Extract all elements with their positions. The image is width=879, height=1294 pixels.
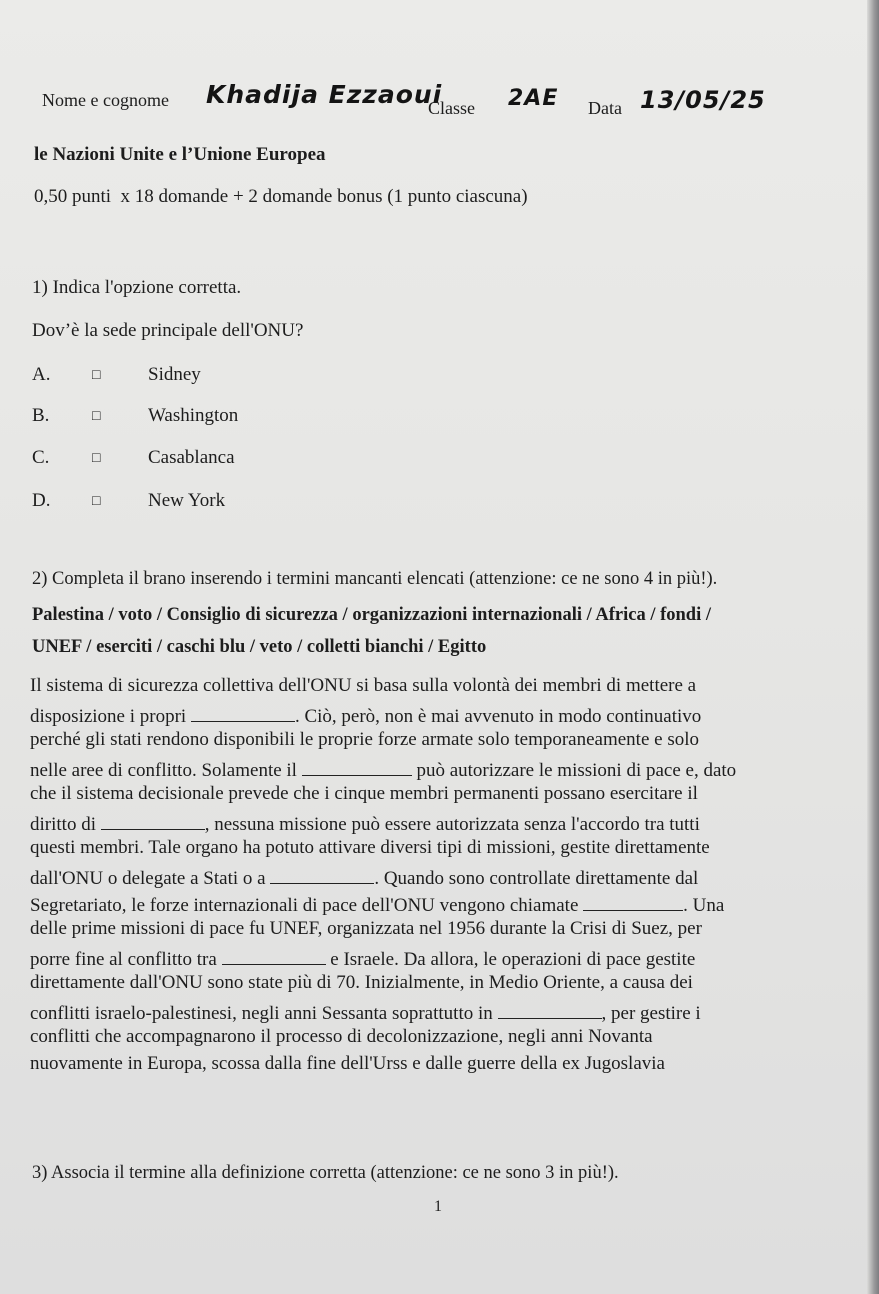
paragraph-line bbox=[30, 945, 695, 971]
option-letter: A. bbox=[32, 364, 51, 385]
class-label: Classe bbox=[428, 98, 475, 118]
option-letter: D. bbox=[32, 490, 51, 511]
paragraph-text: nuovamente in Europa, scossa dalla fine dell'Urss e dalle guerre della ex Jugoslavia bbox=[30, 1053, 665, 1074]
blank-country-slot[interactable] bbox=[222, 945, 326, 965]
blank-region-slot[interactable] bbox=[498, 999, 602, 1019]
paragraph-line bbox=[30, 1053, 665, 1075]
paragraph-line bbox=[30, 729, 699, 751]
paragraph-line bbox=[30, 702, 701, 728]
paragraph-line bbox=[30, 756, 736, 782]
page-title: le Nazioni Unite e l’Unione Europea bbox=[34, 144, 326, 165]
paragraph-text: conflitti che accompagnarono il processo di decolonizzazione, negli anni Novanta bbox=[30, 1026, 653, 1047]
paragraph-line bbox=[30, 864, 698, 890]
paragraph-text: perché gli stati rendono disponibili le proprie forze armate solo temporaneamente e solo bbox=[30, 729, 699, 750]
checkbox-icon[interactable]: □ bbox=[92, 409, 101, 424]
paragraph-line bbox=[30, 675, 696, 697]
paragraph-text: , per gestire i bbox=[601, 1003, 701, 1024]
paragraph-text: conflitti israelo-palestinesi, negli anni Sessanta soprattutto in bbox=[30, 1003, 498, 1024]
option-text: Washington bbox=[148, 405, 239, 426]
blank-eserciti-slot[interactable] bbox=[191, 702, 295, 722]
paragraph-text: può autorizzare le missioni di pace e, dato bbox=[411, 760, 737, 781]
paragraph-text: e Israele. Da allora, le operazioni di pace gestite bbox=[325, 949, 696, 970]
paragraph-line bbox=[30, 891, 724, 917]
blank-delegate-slot[interactable] bbox=[270, 864, 374, 884]
option-letter: C. bbox=[32, 447, 50, 468]
option-text: New York bbox=[148, 490, 226, 511]
class-value: 2AE bbox=[508, 86, 559, 111]
paragraph-text: . Quando sono controllate direttamente dal bbox=[374, 868, 699, 889]
paragraph-line bbox=[30, 1026, 653, 1048]
option-text: Casablanca bbox=[148, 447, 235, 468]
checkbox-icon[interactable]: □ bbox=[92, 494, 101, 509]
paragraph-text: . Una bbox=[683, 895, 725, 916]
paragraph-text: Segretariato, le forze internazionali di pace dell'ONU vengono chiamate bbox=[30, 895, 584, 916]
paragraph-text: delle prime missioni di pace fu UNEF, organizzata nel 1956 durante la Crisi di Suez, per bbox=[30, 918, 702, 939]
blank-right-slot[interactable] bbox=[101, 810, 205, 830]
option-letter: B. bbox=[32, 405, 50, 426]
paragraph-text: questi membri. Tale organo ha potuto attivare diversi tipi di missioni, gestite direttamente bbox=[30, 837, 710, 858]
paragraph-line bbox=[30, 837, 710, 859]
paragraph-text: disposizione i propri bbox=[30, 706, 191, 727]
paragraph-text: direttamente dall'ONU sono state più di 70. Inizialmente, in Medio Oriente, a causa dei bbox=[30, 972, 693, 993]
name-label: Nome e cognome bbox=[42, 90, 169, 110]
paragraph-line bbox=[30, 999, 701, 1025]
q2-word-bank-line1: Palestina / voto / Consiglio di sicurezza / organizzazioni internazionali / Africa / fondi / bbox=[32, 605, 711, 625]
paragraph-line bbox=[30, 972, 693, 994]
paragraph-line bbox=[30, 783, 698, 805]
paragraph-line bbox=[30, 918, 702, 940]
blank-organ-slot[interactable] bbox=[302, 756, 412, 776]
paragraph-text: Il sistema di sicurezza collettiva dell'ONU si basa sulla volontà dei membri di mettere a bbox=[30, 675, 697, 696]
q1-heading: 1) Indica l'opzione corretta. bbox=[32, 277, 242, 298]
paper-edge bbox=[867, 0, 879, 1294]
date-label: Data bbox=[588, 98, 622, 118]
date-value: 13/05/25 bbox=[640, 86, 766, 114]
page-number: 1 bbox=[434, 1198, 442, 1215]
paragraph-text: dall'ONU o delegate a Stati o a bbox=[30, 868, 271, 889]
blank-forces-slot[interactable] bbox=[583, 891, 683, 911]
paragraph-text: che il sistema decisionale prevede che i cinque membri permanenti possano esercitare il bbox=[30, 783, 698, 804]
checkbox-icon[interactable]: □ bbox=[92, 368, 101, 383]
paragraph-text: porre fine al conflitto tra bbox=[30, 949, 222, 970]
option-text: Sidney bbox=[148, 364, 201, 385]
paragraph-text: . Ciò, però, non è mai avvenuto in modo continuativo bbox=[294, 706, 702, 727]
q1-question: Dov’è la sede principale dell'ONU? bbox=[32, 320, 304, 341]
q2-word-bank-line2: UNEF / eserciti / caschi blu / veto / colletti bianchi / Egitto bbox=[32, 637, 487, 657]
scoring-info: 0,50 punti x 18 domande + 2 domande bonus (1 punto ciascuna) bbox=[34, 186, 528, 207]
paragraph-text: , nessuna missione può essere autorizzata senza l'accordo tra tutti bbox=[204, 814, 700, 835]
paragraph-line bbox=[30, 810, 700, 836]
q2-heading: 2) Completa il brano inserendo i termini mancanti elencati (attenzione: ce ne sono 4 in più!). bbox=[32, 569, 718, 589]
q3-heading: 3) Associa il termine alla definizione corretta (attenzione: ce ne sono 3 in più!). bbox=[32, 1163, 619, 1183]
checkbox-icon[interactable]: □ bbox=[92, 451, 101, 466]
paragraph-text: nelle aree di conflitto. Solamente il bbox=[30, 760, 302, 781]
name-value: Khadija Ezzaoui bbox=[206, 80, 443, 109]
paragraph-text: diritto di bbox=[30, 814, 101, 835]
